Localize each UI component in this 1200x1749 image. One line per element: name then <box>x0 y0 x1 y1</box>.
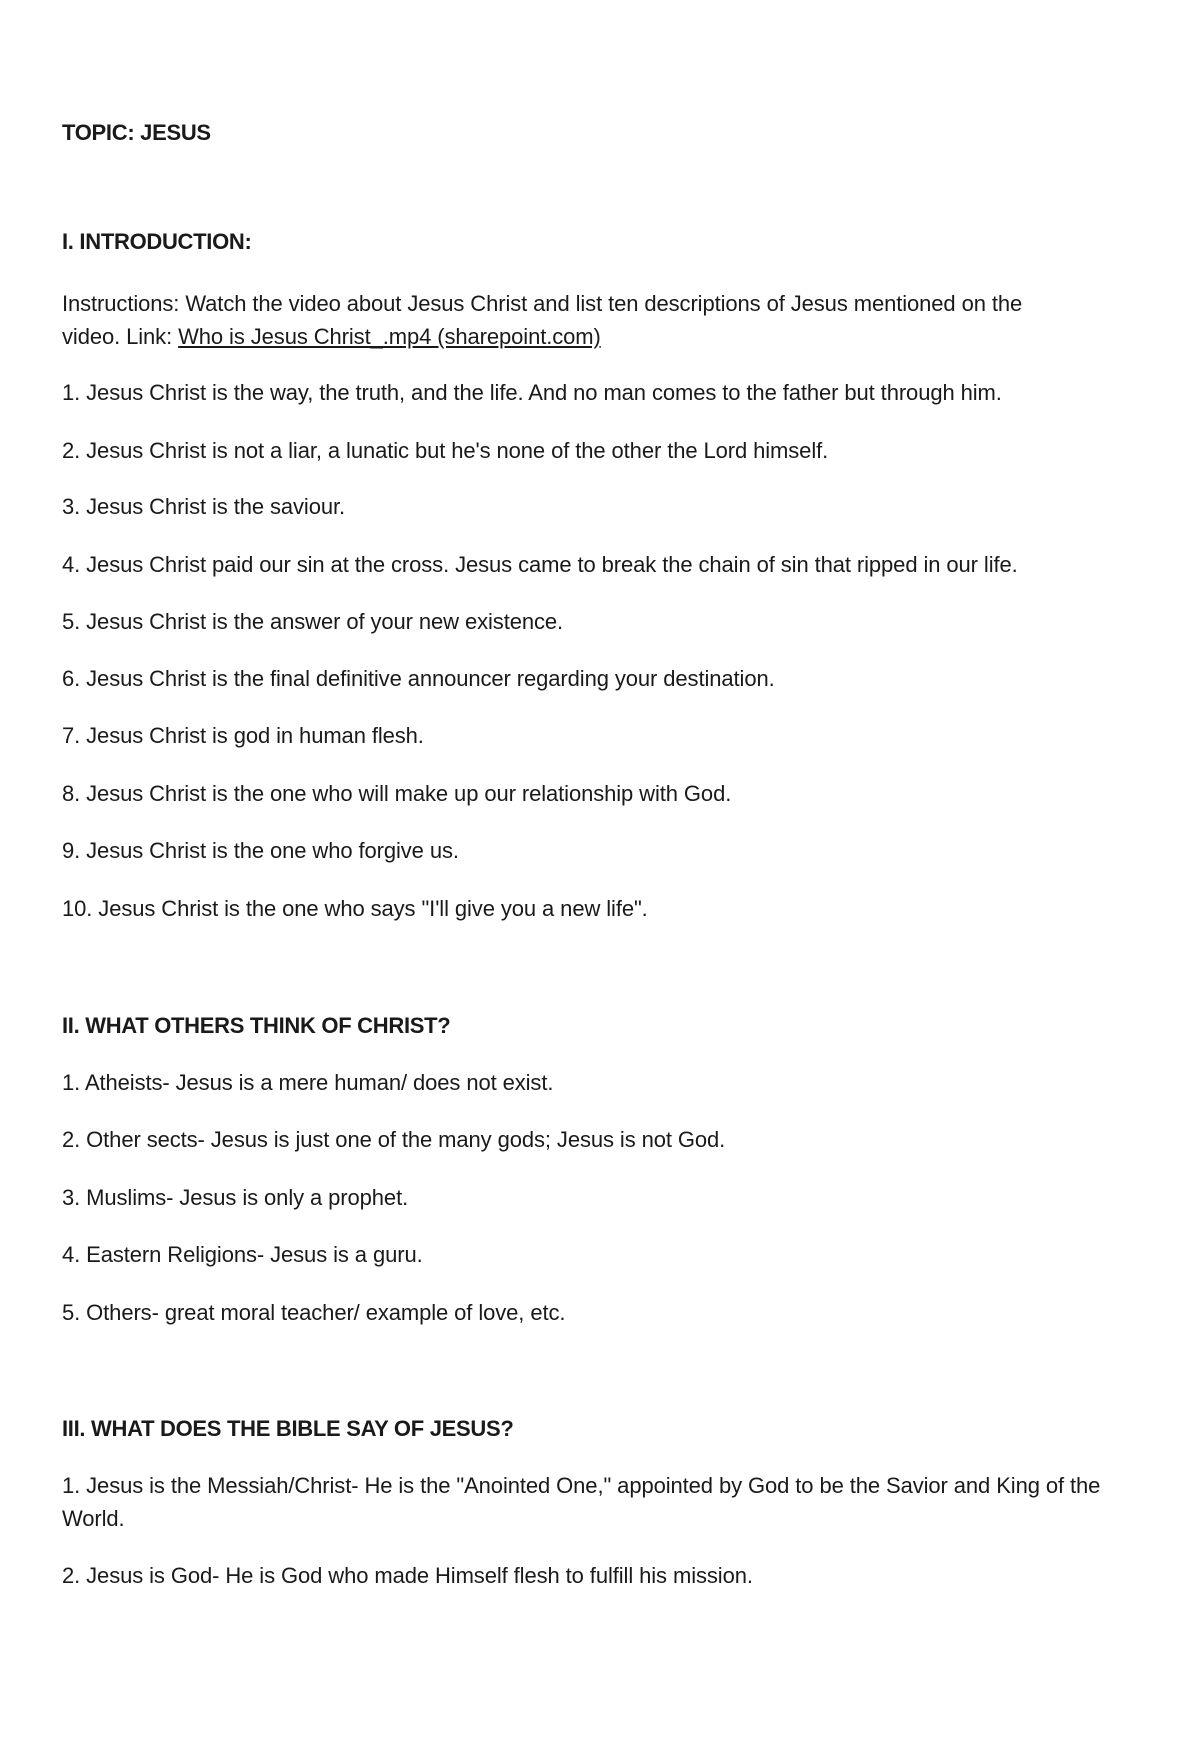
intro-item: 1. Jesus Christ is the way, the truth, and the life. And no man comes to the father but through him. <box>62 380 1002 405</box>
intro-item: 9. Jesus Christ is the one who forgive us. <box>62 838 459 863</box>
section-bible-heading: III. WHAT DOES THE BIBLE SAY OF JESUS? <box>62 1416 514 1441</box>
bible-item: 1. Jesus is the Messiah/Christ- He is the "Anointed One," appointed by God to be the Savior and King of the World. <box>62 1473 1101 1531</box>
intro-item: 6. Jesus Christ is the final definitive announcer regarding your destination. <box>62 666 775 691</box>
bible-item: 2. Jesus is God- He is God who made Himself flesh to fulfill his mission. <box>62 1563 753 1588</box>
intro-item: 3. Jesus Christ is the saviour. <box>62 494 346 519</box>
section-others-heading: II. WHAT OTHERS THINK OF CHRIST? <box>62 1013 451 1038</box>
intro-item: 4. Jesus Christ paid our sin at the cross. Jesus came to break the chain of sin that ripped in our life. <box>62 552 1018 577</box>
intro-item: 5. Jesus Christ is the answer of your new existence. <box>62 609 564 634</box>
intro-item: 7. Jesus Christ is god in human flesh. <box>62 723 424 748</box>
intro-item: 2. Jesus Christ is not a liar, a lunatic but he's none of the other the Lord himself. <box>62 438 829 463</box>
others-item: 1. Atheists- Jesus is a mere human/ does not exist. <box>62 1070 554 1095</box>
section-intro-heading: I. INTRODUCTION: <box>62 229 252 254</box>
topic-title: TOPIC: JESUS <box>62 120 211 145</box>
others-item: 2. Other sects- Jesus is just one of the many gods; Jesus is not God. <box>62 1127 726 1152</box>
intro-item: 10. Jesus Christ is the one who says "I'll give you a new life". <box>62 896 648 921</box>
others-item: 4. Eastern Religions- Jesus is a guru. <box>62 1242 423 1267</box>
instructions-text: Instructions: Watch the video about Jesus Christ and list ten descriptions of Jesus mentioned on the <box>62 291 1023 316</box>
instructions-link-line <box>62 320 601 353</box>
others-item: 3. Muslims- Jesus is only a prophet. <box>62 1185 409 1210</box>
instructions-link-prefix: video. Link: <box>62 324 179 349</box>
others-item: 5. Others- great moral teacher/ example of love, etc. <box>62 1300 566 1325</box>
intro-item: 8. Jesus Christ is the one who will make up our relationship with God. <box>62 781 732 806</box>
video-link[interactable]: Who is Jesus Christ_.mp4 (sharepoint.com) <box>178 324 601 349</box>
